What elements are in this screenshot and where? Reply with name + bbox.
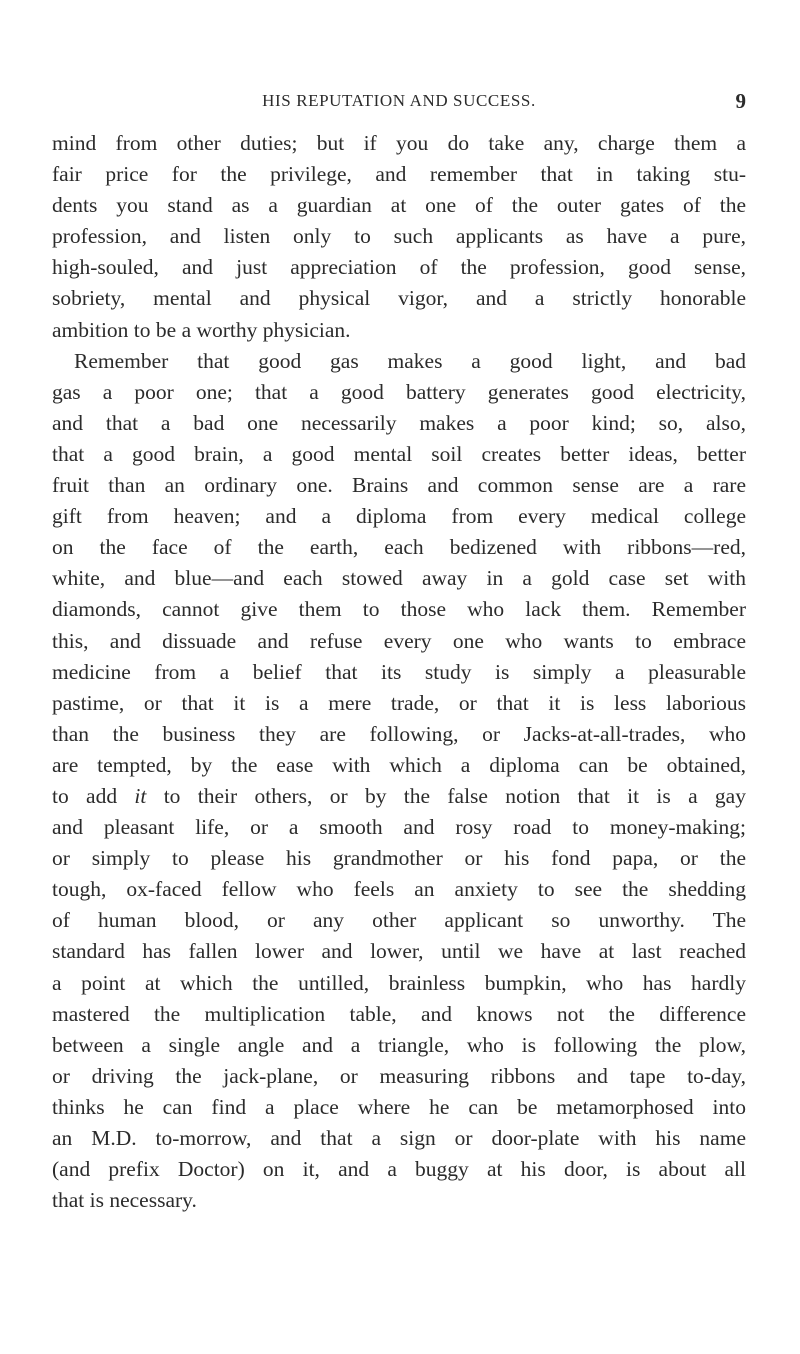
page-number: 9 (735, 89, 746, 113)
text-line: on the face of the earth, each bedizened with ribbons—red, (52, 535, 746, 560)
paragraph-end-line: ambition to be a worthy physician. (52, 317, 351, 342)
text-line: than the business they are following, or Jacks-at-all-trades, who (52, 721, 746, 746)
text-line: sobriety, mental and physical vigor, and a strictly honorable (52, 286, 746, 311)
line-segment: to their others, or by the false notion that it is a gay (163, 783, 746, 808)
text-line: standard has fallen lower and lower, until we have at last reached (52, 939, 746, 964)
text-line: of human blood, or any other applicant so unworthy. The (52, 908, 746, 933)
text-line: a point at which the untilled, brainless bumpkin, who has hardly (52, 970, 746, 995)
text-line: profession, and listen only to such applicants as have a pure, (52, 224, 746, 249)
text-line: mind from other duties; but if you do take any, charge them a (52, 131, 746, 155)
text-line: high-souled, and just appreciation of the profession, good sense, (52, 255, 746, 280)
text-line: pastime, or that it is a mere trade, or that it is less laborious (52, 690, 746, 715)
running-head-title: HIS REPUTATION AND SUCCESS. (262, 91, 536, 110)
text-line: gas a poor one; that a good battery generates good electricity, (52, 379, 746, 404)
body-text (52, 128, 746, 1216)
text-line: medicine from a belief that its study is simply a pleasurable (52, 659, 746, 684)
text-line: mastered the multiplication table, and knows not the difference (52, 1001, 746, 1026)
text-line: an M.D. to-morrow, and that a sign or door-plate with his name (52, 1126, 746, 1150)
text-line: diamonds, cannot give them to those who lack them. Remember (52, 597, 746, 622)
text-line: dents you stand as a guardian at one of the outer gates of the (52, 193, 746, 218)
text-line: are tempted, by the ease with which a diploma can be obtained, (52, 752, 746, 777)
text-line: tough, ox-faced fellow who feels an anxiety to see the shedding (52, 877, 746, 902)
text-line: fruit than an ordinary one. Brains and common sense are a rare (52, 473, 746, 498)
text-line: that a good brain, a good mental soil creates better ideas, better (52, 441, 746, 466)
paragraph-end-line: that is necessary. (52, 1188, 197, 1213)
italic-emphasis: it (134, 783, 147, 808)
text-line: or simply to please his grandmother or his fond papa, or the (52, 846, 746, 871)
text-line-with-italic (52, 781, 746, 812)
text-line: white, and blue—and each stowed away in a gold case set with (52, 566, 746, 591)
text-line: fair price for the privilege, and remember that in taking stu- (52, 162, 746, 187)
text-line: thinks he can find a place where he can be metamorphosed into (52, 1094, 746, 1119)
text-line: and pleasant life, or a smooth and rosy road to money-making; (52, 815, 746, 840)
paragraph-start-line: Remember that good gas makes a good light, and bad (74, 348, 746, 373)
running-head (52, 86, 746, 116)
text-line: or driving the jack-plane, or measuring ribbons and tape to-day, (52, 1063, 746, 1088)
text-line: gift from heaven; and a diploma from every medical college (52, 504, 746, 529)
text-line: and that a bad one necessarily makes a poor kind; so, also, (52, 410, 746, 435)
text-line: this, and dissuade and refuse every one who wants to embrace (52, 628, 746, 653)
text-line: (and prefix Doctor) on it, and a buggy at his door, is about all (52, 1157, 746, 1182)
line-segment: to add (52, 783, 118, 808)
text-line: between a single angle and a triangle, who is following the plow, (52, 1032, 746, 1057)
